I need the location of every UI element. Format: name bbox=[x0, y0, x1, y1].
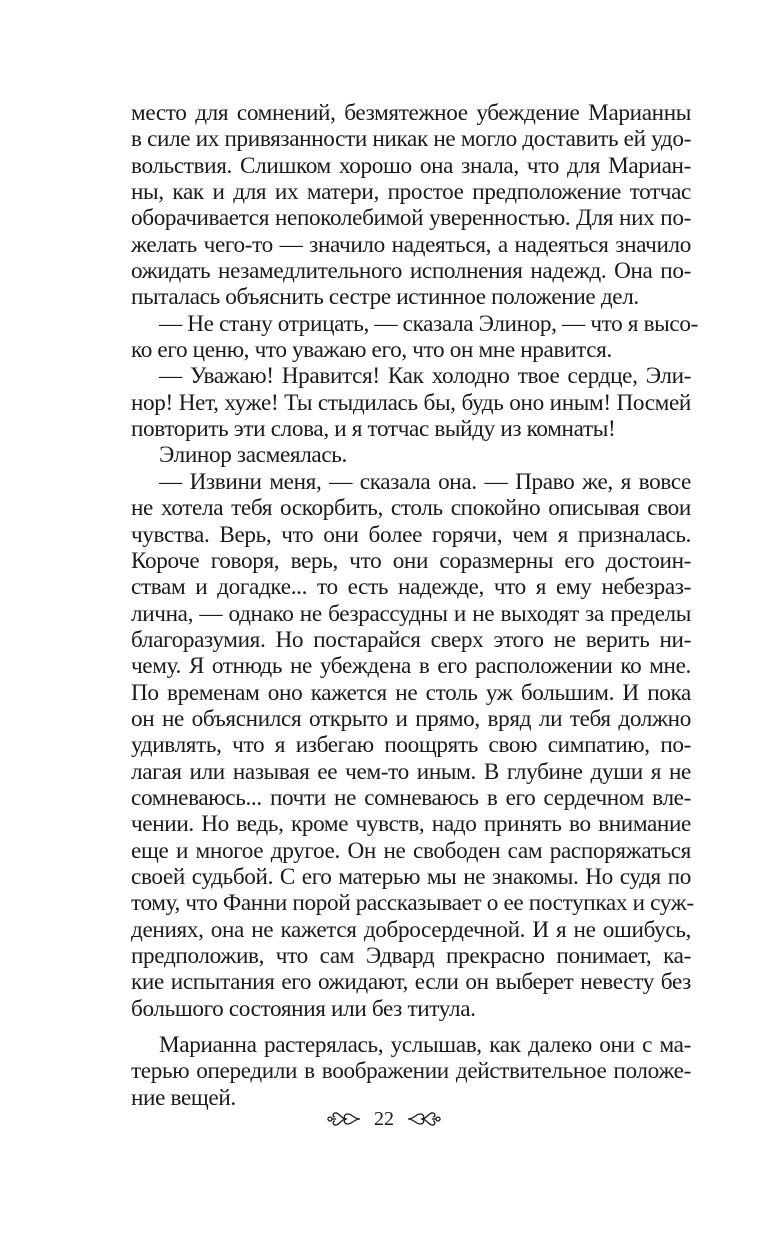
text-line: в силе их привязанности никак не могло доставить ей удо- bbox=[131, 126, 691, 153]
text-line: чении. Но ведь, кроме чувств, надо принять во внимание bbox=[131, 811, 691, 838]
text-line: вольствия. Слишком хорошо она знала, что для Мариан- bbox=[131, 152, 691, 179]
text-line: повторить эти слова, и я тотчас выйду из комнаты! bbox=[131, 416, 616, 443]
page-number: 22 bbox=[374, 1108, 394, 1130]
text-line: он не объяснился открыто и прямо, вряд ли тебя должно bbox=[131, 705, 691, 732]
text-line: нор! Нет, хуже! Ты стыдилась бы, будь оно иным! Посмей bbox=[131, 389, 691, 416]
text-line: сомневаюсь... почти не сомневаюсь в его сердечном вле- bbox=[131, 784, 691, 811]
text-line: еще и многое другое. Он не свободен сам распоряжаться bbox=[131, 837, 691, 864]
text-line: дениях, она не кажется добросердечной. И я не ошибусь, bbox=[131, 916, 691, 943]
page-body bbox=[131, 100, 698, 1111]
paragraph bbox=[131, 1032, 691, 1111]
text-line: ствам и догадке... то есть надежде, что я ему небезраз- bbox=[131, 574, 691, 601]
text-line: не хотела тебя оскорбить, столь спокойно описывая свои bbox=[131, 495, 691, 522]
paragraph bbox=[131, 310, 698, 364]
text-line: чувства. Верь, что они более горячи, чем я призналась. bbox=[131, 521, 691, 548]
text-line: тому, что Фанни порой рассказывает о ее поступках и суж- bbox=[131, 890, 694, 917]
text-line: благоразумия. Но постарайся сверх этого не верить ни- bbox=[131, 626, 691, 653]
text-line: ожидать незамедлительного исполнения надежд. Она по- bbox=[131, 258, 691, 285]
text-line: оборачивается непоколебимой уверенностью. Для них по- bbox=[131, 205, 691, 232]
text-line: — Извини меня, — сказала она. — Право же, я вовсе bbox=[159, 468, 691, 495]
text-line: По временам оно кажется не столь уж большим. И пока bbox=[131, 679, 691, 706]
text-line: желать чего-то — значило надеяться, а надеяться значило bbox=[131, 231, 691, 258]
text-line: большого состояния или без титула. bbox=[131, 995, 476, 1022]
text-line: предположив, что сам Эдвард прекрасно понимает, ка- bbox=[131, 943, 691, 969]
paragraph bbox=[131, 363, 691, 442]
text-line: ко его ценю, что уважаю его, что он мне нравится. bbox=[131, 337, 612, 364]
text-line: лична, — однако не безрассудны и не выходят за пределы bbox=[131, 600, 691, 627]
fleuron-left-icon bbox=[326, 1108, 362, 1130]
text-line: чему. Я отнюдь не убеждена в его расположении ко мне. bbox=[131, 653, 691, 680]
paragraph bbox=[131, 468, 694, 1022]
text-line: своей судьбой. С его матерью мы не знакомы. Но судя по bbox=[131, 863, 691, 890]
paragraph bbox=[131, 100, 691, 311]
text-line: Марианна растерялась, услышав, как далеко они с ма- bbox=[159, 1032, 691, 1059]
text-line: место для сомнений, безмятежное убеждение Марианны bbox=[131, 100, 691, 126]
page-footer bbox=[0, 1104, 768, 1134]
fleuron-right-icon bbox=[406, 1108, 442, 1130]
text-line: пыталась объяснить сестре истинное положение дел. bbox=[131, 284, 639, 311]
text-line: лагая или называя ее чем-то иным. В глубине души я не bbox=[131, 758, 691, 785]
text-line: Элинор засмеялась. bbox=[159, 442, 347, 469]
text-line: терью опередили в воображении действительное положе- bbox=[131, 1058, 691, 1085]
text-line: кие испытания его ожидают, если он выберет невесту без bbox=[131, 969, 691, 996]
text-line: ние вещей. bbox=[131, 1084, 236, 1111]
text-line: — Не стану отрицать, — сказала Элинор, — что я высо- bbox=[159, 310, 698, 337]
paragraph bbox=[131, 442, 691, 468]
text-line: — Уважаю! Нравится! Как холодно твое сердце, Эли- bbox=[159, 363, 691, 390]
text-line: ны, как и для их матери, простое предположение тотчас bbox=[131, 179, 691, 206]
text-line: Короче говоря, верь, что они соразмерны его достоин- bbox=[131, 547, 691, 574]
text-line: удивлять, что я избегаю поощрять свою симпатию, по- bbox=[131, 732, 691, 759]
